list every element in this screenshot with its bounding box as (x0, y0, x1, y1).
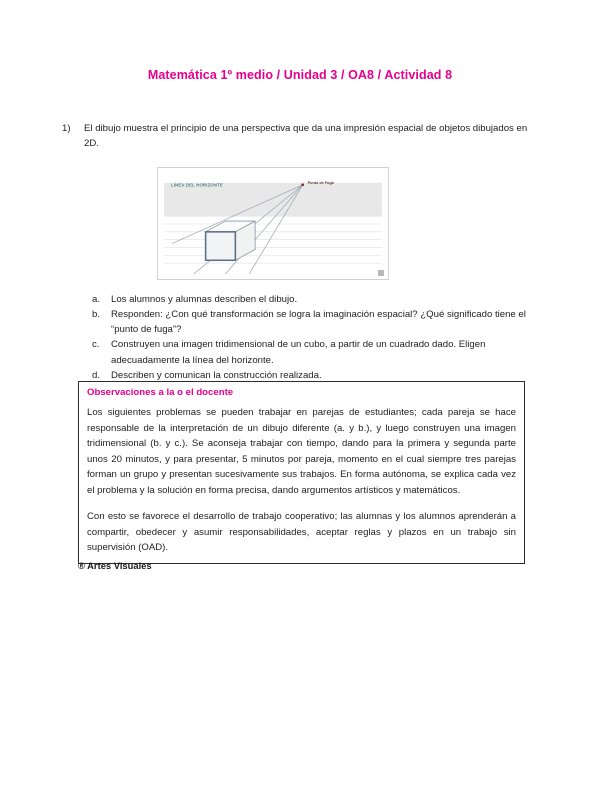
list-item-letter: d. (92, 369, 101, 381)
list-item-letter: b. (92, 309, 101, 321)
figure-canvas (164, 173, 382, 274)
perspective-diagram-svg (164, 173, 382, 274)
list-item-letter: c. (92, 339, 100, 351)
observations-paragraph-1: Los siguientes problemas se pueden trabajar en parejas de estudiantes; cada pareja se hace responsable de la interpretación de un dibujo diferente (a. y b.), y luego construyen una imagen tridimensional (b. y c.). Se aconseja trabajar con tiempo, dando para la primera y segunda parte unos 20 minutos, y para presentar, 5 minutos por pareja, momento en el cual siempre tres parejas forman un grupo y presentan sucesivamente sus trabajos. En forma autónoma, se explica cada vez el problema y la solución en forma precisa, dando argumentos artísticos y matemáticos. (87, 407, 516, 496)
horizontal-guide-lines (164, 216, 382, 263)
page-title: Matemática 1º medio / Unidad 3 / OA8 / Actividad 8 (147, 68, 453, 82)
credit-line: ® Artes Visuales (78, 560, 152, 571)
teacher-observations-box (78, 381, 525, 564)
vanishing-point-label: Punto de Fuga (307, 180, 334, 185)
statement-text: El dibujo muestra el principio de una perspectiva que da una impresión espacial de objetos dibujados en 2D. (84, 123, 528, 149)
list-item (92, 337, 532, 367)
cube-front-face (206, 232, 236, 260)
list-item (92, 307, 532, 337)
figure-corner-mark (378, 270, 384, 276)
list-item-text: Responden: ¿Con qué transformación se logra la imaginación espacial? ¿Qué significado tiene el “punto de fuga”? (111, 309, 526, 336)
activity-statement (62, 122, 532, 152)
statement-number: 1) (62, 123, 71, 134)
vanishing-point-dot (301, 183, 304, 186)
list-item-text: Los alumnos y alumnas describen el dibujo. (111, 294, 298, 305)
horizon-line-label: LÍNEA DEL HORIZONTE (170, 182, 223, 188)
list-item-text: Construyen una imagen tridimensional de un cubo, a partir de un cuadrado dado. Eligen adecuadamente la línea del horizonte. (111, 339, 486, 366)
list-item (92, 292, 532, 307)
perspective-figure (157, 167, 389, 280)
list-item-letter: a. (92, 294, 101, 305)
observations-paragraph-2: Con esto se favorece el desarrollo de trabajo cooperativo; las alumnas y los alumnos aprenderán a compartir, obedecer y asumir responsabilidades, aceptar reglas y plazos en un trabajo sin supervisión (OAD). (87, 511, 516, 554)
sub-items-list (92, 292, 532, 383)
list-item-text: Describen y comunican la construcción realizada. (111, 369, 322, 381)
observations-title: Observaciones a la o el docente (87, 387, 234, 398)
